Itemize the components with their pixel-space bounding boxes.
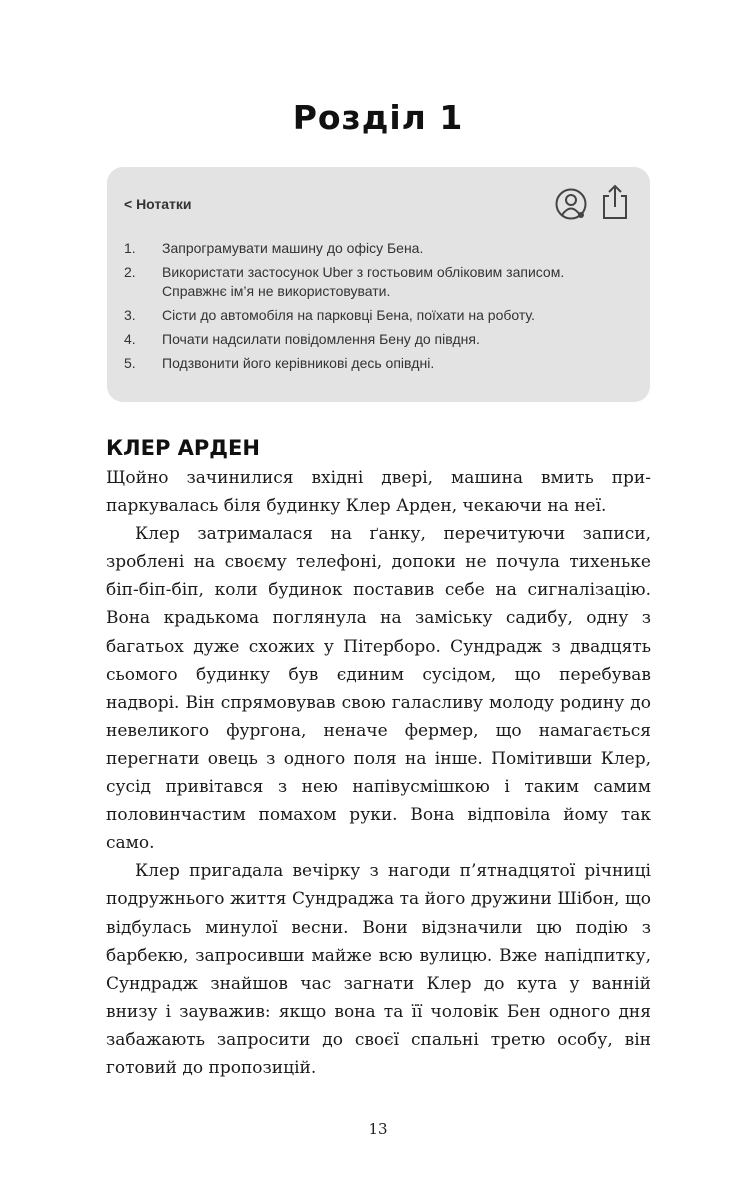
- list-item: 1. Запрограмувати машину до офісу Бена.: [124, 240, 424, 256]
- list-item: 3. Сісти до автомобіля на парковці Бена, поїхати на роботу.: [124, 307, 535, 323]
- list-item: 5. Подзвонити його керівникові десь опівдні.: [124, 355, 435, 371]
- body-text: [106, 464, 651, 1082]
- chapter-title: Розділ 1: [292, 98, 464, 137]
- notes-card: [107, 167, 650, 402]
- list-item: 4. Почати надсилати повідомлення Бену до півдня.: [124, 331, 480, 347]
- paragraph: Клер затрималася на ґанку, перечитуючи записи, зроблені на своєму телефоні, допоки не почула тихеньке біп-біп-біп, коли будинок поставив себе на сигналізацію. Вона крадькома поглянула на заміську садибу, одну з багатьох дуже схожих у Пітерборо. Сундрадж з двадцять сьомого будинку був єдиним сусідом, що перебував надворі. Він спрямовував свою галасливу молоду родину до невеликого фургона, неначе фермер, що намагається перегнати овець з одного поля на інше. Помітивши Клер, сусід привітався з нею напівусмішкою і таким самим половинчастим помахом руки. Вона відповіла йому так само.: [106, 524, 651, 854]
- user-circle-icon[interactable]: [554, 187, 588, 221]
- paragraph: Клер пригадала вечірку з нагоди п’ятнадцятої річниці подружнього життя Сундраджа та його дружини Шібон, що відбулась минулої весни. Вони відзначили цю подію з барбекю, запросивши майже всю вулицю. Вже напідпитку, Сундрадж знайшов час загнати Клер до кута у ванній внизу і зауважив: якщо вона та її чоловік Бен одного дня забажають запросити до своєї спальні третю особу, він готовий до пропозицій.: [106, 861, 651, 1078]
- share-icon[interactable]: [600, 183, 630, 221]
- list-item: 2. Використати застосунок Uber з гостьовим обліковим записом. Справжнє ім’я не використовувати.: [124, 264, 565, 299]
- notes-back-link[interactable]: < Нотатки: [124, 196, 192, 212]
- section-heading: КЛЕР АРДЕН: [106, 436, 260, 460]
- notes-list: [124, 239, 624, 378]
- paragraph: Щойно зачинилися вхідні двері, машина вмить припаркувалась біля будинку Клер Арден, чекаючи на неї.: [106, 468, 651, 517]
- page-number: 13: [368, 1120, 388, 1138]
